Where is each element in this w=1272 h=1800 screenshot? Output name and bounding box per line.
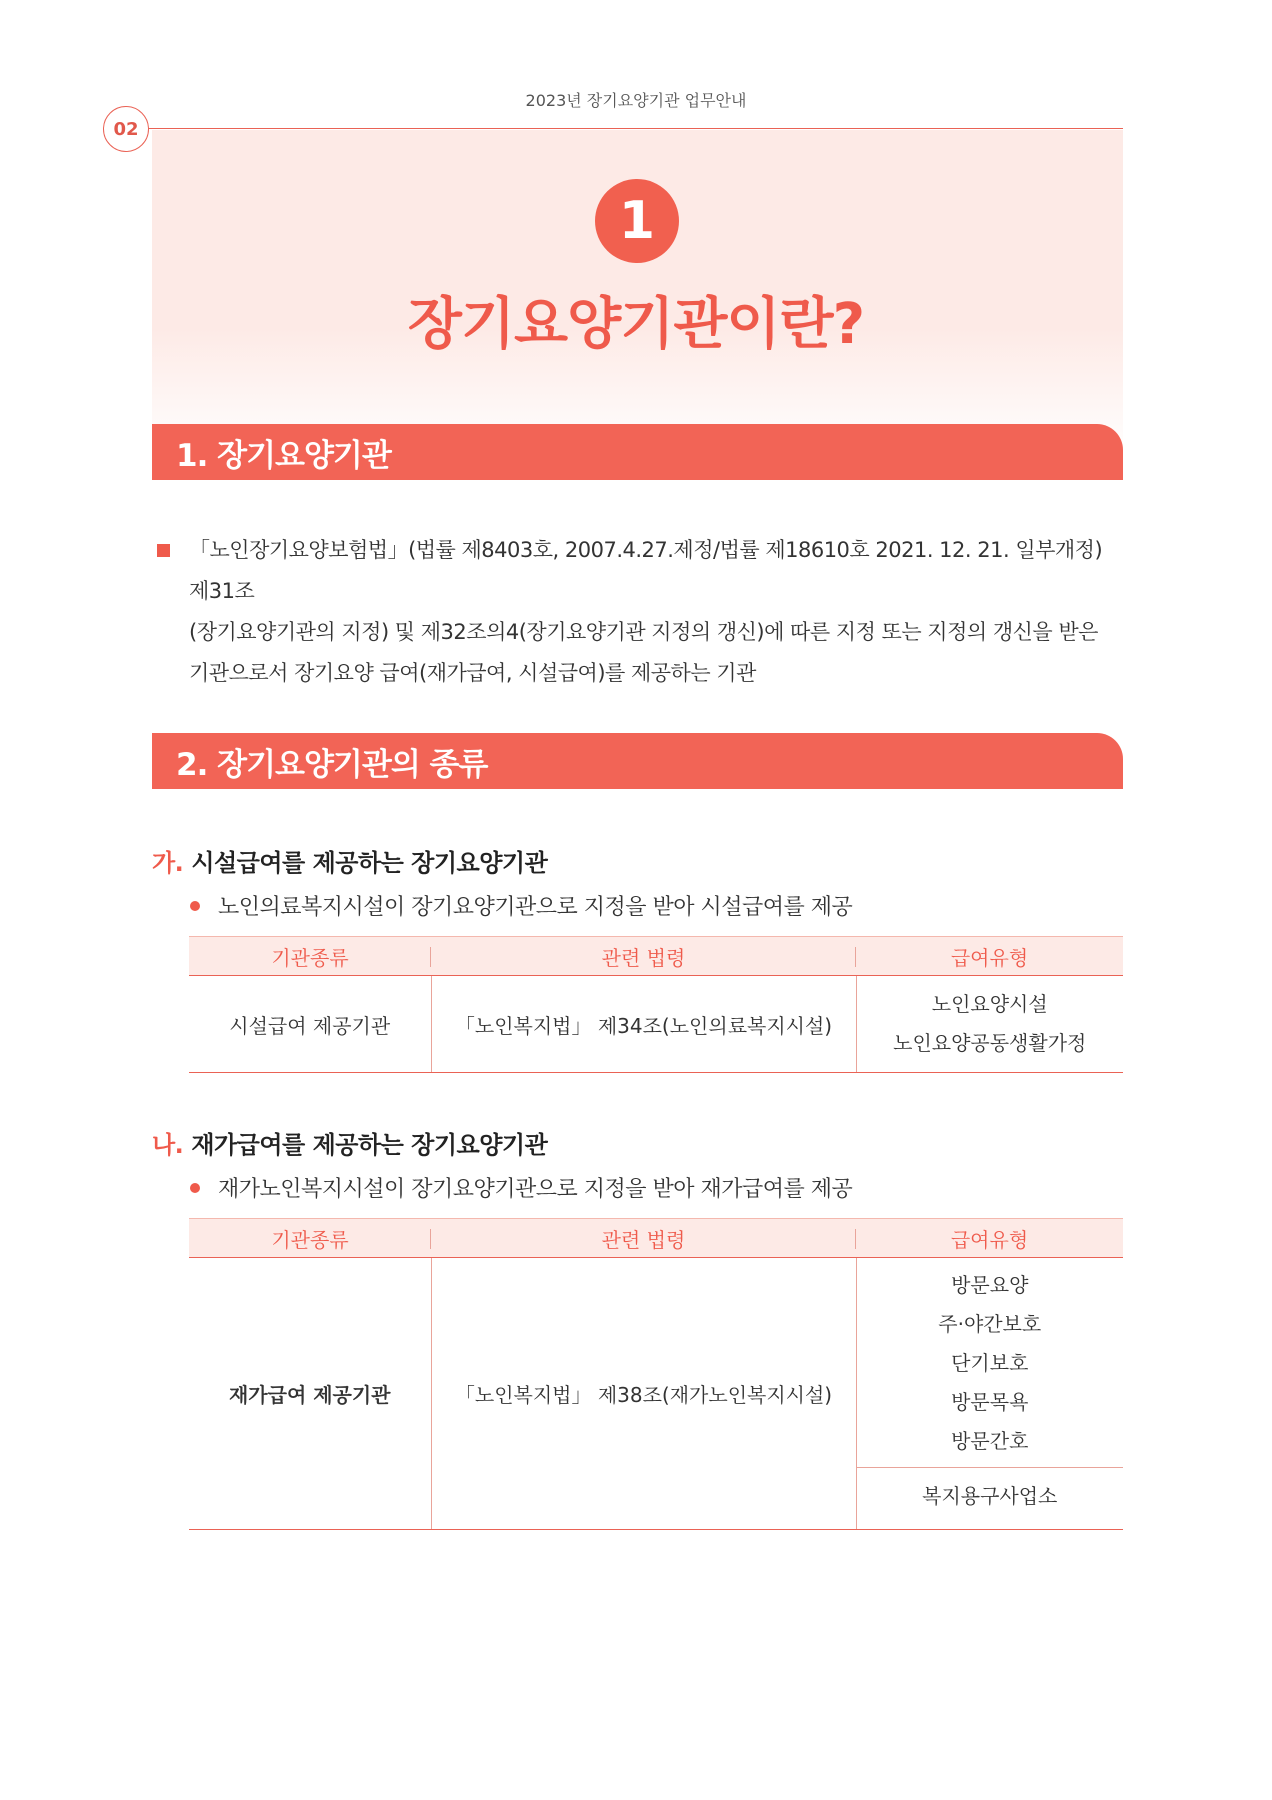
table-header-row (189, 1219, 1123, 1258)
benefit-item: 방문요양 (951, 1273, 1029, 1297)
benefit-item: 방문간호 (951, 1429, 1029, 1453)
paragraph-line: 「노인장기요양보험법」(법률 제8403호, 2007.4.27.제정/법률 제18610호 2021. 12. 21. 일부개정) 제31조 (189, 538, 1103, 603)
column-header: 관련 법령 (431, 937, 856, 976)
column-header: 급여유형 (856, 937, 1123, 976)
benefit-item: 노인요양시설 (931, 992, 1048, 1016)
table-row (189, 1258, 1123, 1530)
subsection-marker: 나. (152, 1131, 184, 1159)
column-header: 기관종류 (189, 1219, 431, 1258)
square-bullet-icon (157, 544, 170, 557)
benefit-item: 노인요양공동생활가정 (893, 1031, 1087, 1055)
table-header-row (189, 937, 1123, 976)
section-heading-2 (152, 733, 1123, 789)
bullet-text: 재가노인복지시설이 장기요양기관으로 지정을 받아 재가급여를 제공 (218, 1177, 853, 1202)
header-divider (149, 128, 1123, 129)
dot-bullet-icon (190, 1183, 200, 1193)
chapter-title: 장기요양기관이란? (407, 292, 865, 357)
subsection-title: 재가급여를 제공하는 장기요양기관 (191, 1131, 548, 1159)
document-title: 2023년 장기요양기관 업무안내 (525, 91, 747, 110)
facility-benefit-table (189, 936, 1123, 1073)
paragraph-line: 기관으로서 장기요양 급여(재가급여, 시설급여)를 제공하는 기관 (189, 661, 756, 685)
column-header: 급여유형 (856, 1219, 1123, 1258)
institution-type-cell: 시설급여 제공기관 (189, 976, 431, 1073)
page-number-badge: 02 (103, 106, 149, 152)
section-heading-1-label: 1. 장기요양기관 (176, 437, 391, 474)
column-header: 기관종류 (189, 937, 431, 976)
institution-type-cell: 재가급여 제공기관 (189, 1258, 431, 1530)
subsection-title: 시설급여를 제공하는 장기요양기관 (191, 849, 548, 877)
benefit-item: 단기보호 (951, 1351, 1029, 1375)
subsection-marker: 가. (152, 849, 184, 877)
definition-paragraph (189, 530, 1124, 694)
benefit-type-cell (856, 976, 1123, 1073)
section-heading-1 (152, 424, 1123, 480)
home-care-benefit-table (189, 1218, 1123, 1530)
extra-benefit-item: 복지용구사업소 (857, 1467, 1124, 1524)
column-header: 관련 법령 (431, 1219, 856, 1258)
law-cell: 「노인복지법」 제38조(재가노인복지시설) (431, 1258, 856, 1530)
subsection-heading-a (152, 843, 547, 878)
benefit-list (857, 1258, 1124, 1467)
subsection-heading-b (152, 1125, 547, 1160)
dot-bullet-icon (190, 901, 200, 911)
bullet-text: 노인의료복지시설이 장기요양기관으로 지정을 받아 시설급여를 제공 (218, 895, 853, 920)
benefit-item: 주·야간보호 (938, 1312, 1042, 1336)
benefit-item: 방문목욕 (951, 1390, 1029, 1414)
section-heading-2-label: 2. 장기요양기관의 종류 (176, 746, 488, 783)
paragraph-line: (장기요양기관의 지정) 및 제32조의4(장기요양기관 지정의 갱신)에 따른 지정 또는 지정의 갱신을 받은 (189, 620, 1098, 644)
law-cell: 「노인복지법」 제34조(노인의료복지시설) (431, 976, 856, 1073)
chapter-number-badge: 1 (595, 179, 679, 263)
benefit-type-cell (856, 1258, 1123, 1530)
table-row (189, 976, 1123, 1073)
